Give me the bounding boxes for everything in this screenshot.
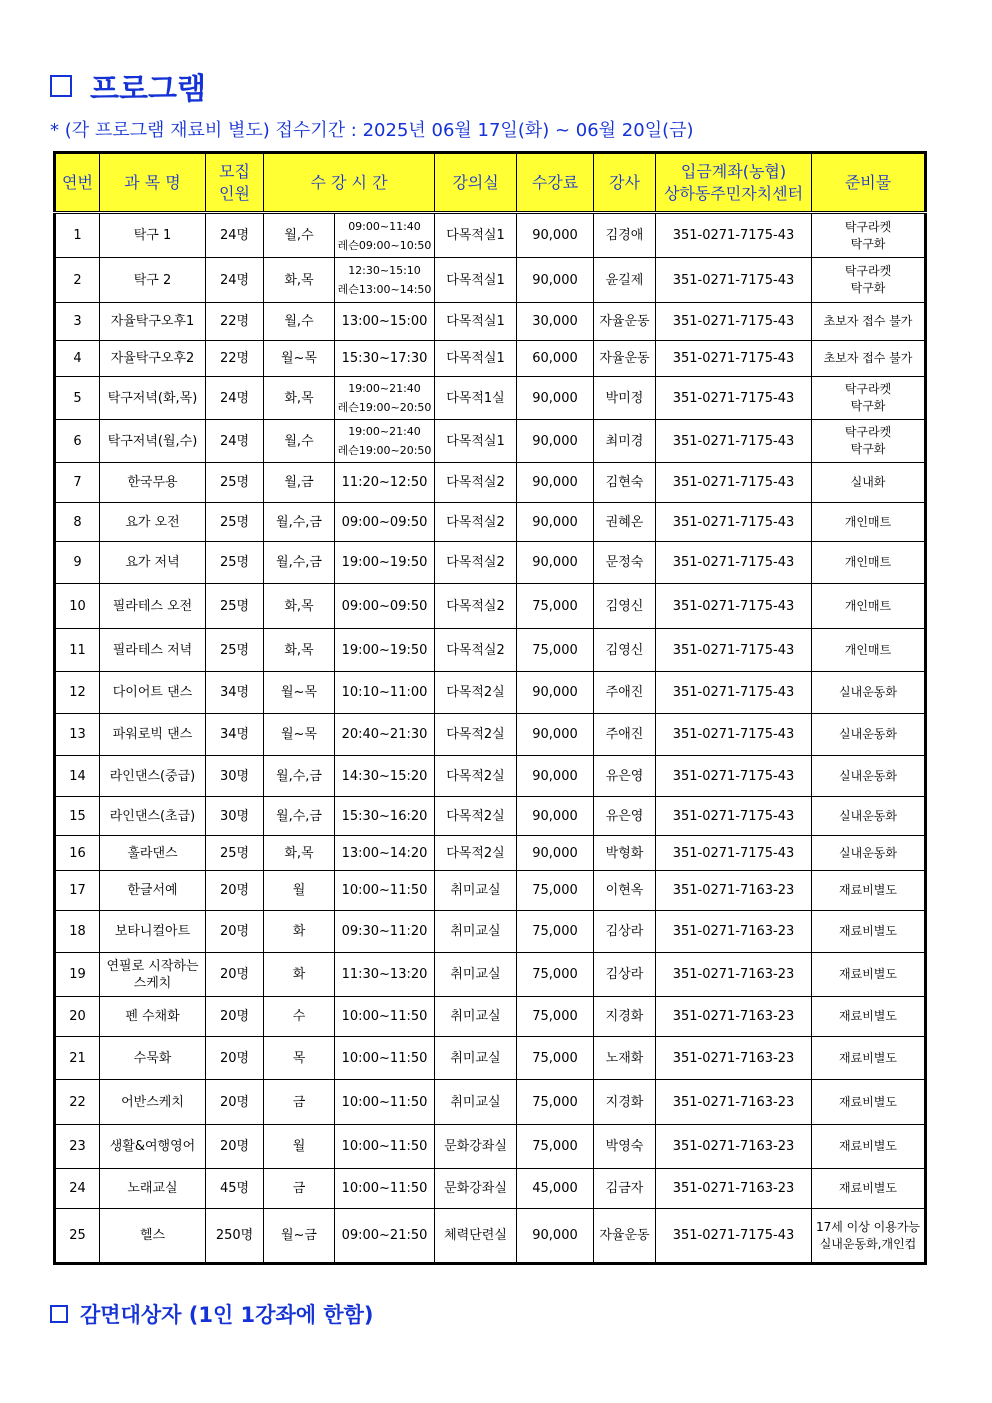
cell-capacity: 30명 bbox=[206, 756, 264, 797]
cell-capacity: 22명 bbox=[206, 303, 264, 341]
cell-room: 다목적2실 bbox=[435, 836, 517, 871]
cell-days: 월,수,금 bbox=[264, 542, 335, 584]
cell-capacity: 24명 bbox=[206, 258, 264, 303]
cell-room: 다목적2실 bbox=[435, 756, 517, 797]
table-row bbox=[55, 911, 926, 953]
cell-fee: 75,000 bbox=[517, 584, 594, 629]
table-row bbox=[55, 714, 926, 756]
cell-teacher: 자율운동 bbox=[594, 341, 656, 377]
cell-subject: 라인댄스(중급) bbox=[100, 756, 206, 797]
cell-subject: 자율탁구오후1 bbox=[100, 303, 206, 341]
cell-fee: 90,000 bbox=[517, 542, 594, 584]
table-row bbox=[55, 1169, 926, 1209]
cell-capacity: 34명 bbox=[206, 672, 264, 714]
cell-days: 화 bbox=[264, 953, 335, 997]
cell-days: 월,수 bbox=[264, 303, 335, 341]
cell-time: 13:00~14:20 bbox=[335, 836, 435, 871]
cell-capacity: 22명 bbox=[206, 341, 264, 377]
cell-account: 351-0271-7175-43 bbox=[656, 836, 812, 871]
cell-time: 14:30~15:20 bbox=[335, 756, 435, 797]
cell-capacity: 20명 bbox=[206, 871, 264, 911]
cell-capacity: 20명 bbox=[206, 1037, 264, 1080]
cell-days: 월~목 bbox=[264, 672, 335, 714]
cell-teacher: 주애진 bbox=[594, 714, 656, 756]
cell-capacity: 25명 bbox=[206, 463, 264, 503]
cell-fee: 90,000 bbox=[517, 377, 594, 420]
section-discount-text: 감면대상자 (1인 1강좌에 한함) bbox=[80, 1303, 374, 1327]
cell-teacher: 김상라 bbox=[594, 911, 656, 953]
cell-room: 문화강좌실 bbox=[435, 1125, 517, 1169]
cell-days: 월,수,금 bbox=[264, 756, 335, 797]
cell-days: 월,수 bbox=[264, 213, 335, 258]
table-row bbox=[55, 629, 926, 672]
cell-teacher: 김금자 bbox=[594, 1169, 656, 1209]
cell-capacity: 30명 bbox=[206, 797, 264, 836]
cell-capacity: 20명 bbox=[206, 953, 264, 997]
cell-days: 수 bbox=[264, 997, 335, 1037]
cell-fee: 75,000 bbox=[517, 953, 594, 997]
cell-account: 351-0271-7175-43 bbox=[656, 303, 812, 341]
cell-no: 18 bbox=[55, 911, 100, 953]
cell-subject: 라인댄스(초급) bbox=[100, 797, 206, 836]
section-discount-title bbox=[50, 1296, 374, 1332]
table-row bbox=[55, 503, 926, 542]
table-row bbox=[55, 213, 926, 258]
cell-time: 13:00~15:00 bbox=[335, 303, 435, 341]
table-row bbox=[55, 871, 926, 911]
cell-fee: 75,000 bbox=[517, 871, 594, 911]
page-title bbox=[50, 64, 206, 108]
cell-teacher: 윤길제 bbox=[594, 258, 656, 303]
cell-capacity: 20명 bbox=[206, 1080, 264, 1125]
cell-days: 화,목 bbox=[264, 258, 335, 303]
cell-teacher: 자율운동 bbox=[594, 1209, 656, 1264]
cell-time: 10:00~11:50 bbox=[335, 1125, 435, 1169]
cell-subject: 한글서예 bbox=[100, 871, 206, 911]
cell-prep: 재료비별도 bbox=[812, 1037, 926, 1080]
cell-time: 09:30~11:20 bbox=[335, 911, 435, 953]
cell-account: 351-0271-7163-23 bbox=[656, 1169, 812, 1209]
cell-capacity: 24명 bbox=[206, 420, 264, 463]
cell-prep: 실내운동화 bbox=[812, 836, 926, 871]
cell-days: 화,목 bbox=[264, 584, 335, 629]
cell-no: 3 bbox=[55, 303, 100, 341]
cell-fee: 45,000 bbox=[517, 1169, 594, 1209]
cell-time: 19:00~19:50 bbox=[335, 629, 435, 672]
cell-subject: 보타니컬아트 bbox=[100, 911, 206, 953]
cell-teacher: 김현숙 bbox=[594, 463, 656, 503]
cell-fee: 75,000 bbox=[517, 1125, 594, 1169]
cell-capacity: 25명 bbox=[206, 542, 264, 584]
cell-capacity: 250명 bbox=[206, 1209, 264, 1264]
header-room: 강의실 bbox=[435, 153, 517, 213]
cell-capacity: 25명 bbox=[206, 584, 264, 629]
cell-room: 다목적실1 bbox=[435, 341, 517, 377]
cell-fee: 75,000 bbox=[517, 629, 594, 672]
header-prep: 준비물 bbox=[812, 153, 926, 213]
cell-teacher: 김영신 bbox=[594, 584, 656, 629]
cell-prep: 탁구라켓 탁구화 bbox=[812, 420, 926, 463]
cell-subject: 어반스케치 bbox=[100, 1080, 206, 1125]
cell-subject: 펜 수채화 bbox=[100, 997, 206, 1037]
cell-teacher: 지경화 bbox=[594, 1080, 656, 1125]
table-row bbox=[55, 672, 926, 714]
cell-subject: 탁구 2 bbox=[100, 258, 206, 303]
cell-no: 4 bbox=[55, 341, 100, 377]
cell-teacher: 김상라 bbox=[594, 953, 656, 997]
cell-subject: 한국무용 bbox=[100, 463, 206, 503]
cell-capacity: 24명 bbox=[206, 213, 264, 258]
header-fee: 수강료 bbox=[517, 153, 594, 213]
cell-no: 17 bbox=[55, 871, 100, 911]
cell-fee: 90,000 bbox=[517, 463, 594, 503]
cell-teacher: 김경애 bbox=[594, 213, 656, 258]
program-table bbox=[53, 151, 927, 1265]
cell-no: 12 bbox=[55, 672, 100, 714]
cell-capacity: 34명 bbox=[206, 714, 264, 756]
cell-days: 화,목 bbox=[264, 836, 335, 871]
cell-account: 351-0271-7175-43 bbox=[656, 629, 812, 672]
cell-time: 10:00~11:50 bbox=[335, 1080, 435, 1125]
cell-account: 351-0271-7163-23 bbox=[656, 953, 812, 997]
cell-no: 15 bbox=[55, 797, 100, 836]
cell-room: 다목적실2 bbox=[435, 542, 517, 584]
cell-account: 351-0271-7163-23 bbox=[656, 1125, 812, 1169]
cell-subject: 자율탁구오후2 bbox=[100, 341, 206, 377]
cell-days: 월~목 bbox=[264, 341, 335, 377]
cell-teacher: 지경화 bbox=[594, 997, 656, 1037]
cell-subject: 요가 오전 bbox=[100, 503, 206, 542]
cell-teacher: 주애진 bbox=[594, 672, 656, 714]
cell-subject: 다이어트 댄스 bbox=[100, 672, 206, 714]
cell-room: 다목적실2 bbox=[435, 463, 517, 503]
cell-time: 15:30~17:30 bbox=[335, 341, 435, 377]
cell-subject: 훌라댄스 bbox=[100, 836, 206, 871]
cell-account: 351-0271-7175-43 bbox=[656, 463, 812, 503]
cell-account: 351-0271-7175-43 bbox=[656, 341, 812, 377]
cell-teacher: 김영신 bbox=[594, 629, 656, 672]
cell-prep: 재료비별도 bbox=[812, 911, 926, 953]
table-row bbox=[55, 463, 926, 503]
cell-teacher: 최미경 bbox=[594, 420, 656, 463]
cell-room: 다목적2실 bbox=[435, 714, 517, 756]
table-row bbox=[55, 836, 926, 871]
cell-prep: 실내운동화 bbox=[812, 756, 926, 797]
cell-fee: 90,000 bbox=[517, 258, 594, 303]
cell-fee: 90,000 bbox=[517, 1209, 594, 1264]
table-row bbox=[55, 997, 926, 1037]
cell-fee: 90,000 bbox=[517, 672, 594, 714]
cell-room: 다목적2실 bbox=[435, 672, 517, 714]
cell-subject: 수묵화 bbox=[100, 1037, 206, 1080]
cell-account: 351-0271-7175-43 bbox=[656, 258, 812, 303]
cell-prep: 재료비별도 bbox=[812, 997, 926, 1037]
cell-account: 351-0271-7175-43 bbox=[656, 420, 812, 463]
cell-room: 체력단련실 bbox=[435, 1209, 517, 1264]
table-row bbox=[55, 756, 926, 797]
cell-time: 11:20~12:50 bbox=[335, 463, 435, 503]
cell-fee: 90,000 bbox=[517, 714, 594, 756]
cell-teacher: 문정숙 bbox=[594, 542, 656, 584]
cell-account: 351-0271-7175-43 bbox=[656, 756, 812, 797]
cell-fee: 75,000 bbox=[517, 1037, 594, 1080]
cell-days: 화,목 bbox=[264, 377, 335, 420]
cell-days: 월,수,금 bbox=[264, 797, 335, 836]
cell-subject: 헬스 bbox=[100, 1209, 206, 1264]
cell-room: 다목적실2 bbox=[435, 629, 517, 672]
cell-prep: 재료비별도 bbox=[812, 1125, 926, 1169]
table-row bbox=[55, 341, 926, 377]
cell-no: 9 bbox=[55, 542, 100, 584]
cell-days: 월~목 bbox=[264, 714, 335, 756]
cell-fee: 75,000 bbox=[517, 1080, 594, 1125]
cell-room: 취미교실 bbox=[435, 997, 517, 1037]
cell-room: 취미교실 bbox=[435, 953, 517, 997]
table-header-row bbox=[55, 153, 926, 213]
cell-room: 다목적2실 bbox=[435, 797, 517, 836]
cell-prep: 탁구라켓 탁구화 bbox=[812, 377, 926, 420]
cell-days: 월 bbox=[264, 1125, 335, 1169]
header-account: 입금계좌(농협) 상하동주민자치센터 bbox=[656, 153, 812, 213]
cell-prep: 탁구라켓 탁구화 bbox=[812, 258, 926, 303]
cell-subject: 탁구 1 bbox=[100, 213, 206, 258]
cell-time: 09:00~11:40 레슨09:00~10:50 bbox=[335, 213, 435, 258]
header-capacity: 모집 인원 bbox=[206, 153, 264, 213]
cell-no: 23 bbox=[55, 1125, 100, 1169]
cell-no: 25 bbox=[55, 1209, 100, 1264]
cell-no: 5 bbox=[55, 377, 100, 420]
cell-fee: 90,000 bbox=[517, 503, 594, 542]
cell-prep: 탁구라켓 탁구화 bbox=[812, 213, 926, 258]
page-title-text: 프로그램 bbox=[90, 72, 206, 107]
cell-time: 09:00~09:50 bbox=[335, 584, 435, 629]
cell-no: 20 bbox=[55, 997, 100, 1037]
cell-teacher: 이현옥 bbox=[594, 871, 656, 911]
cell-room: 문화강좌실 bbox=[435, 1169, 517, 1209]
cell-no: 8 bbox=[55, 503, 100, 542]
cell-days: 월,수 bbox=[264, 420, 335, 463]
cell-fee: 75,000 bbox=[517, 997, 594, 1037]
cell-teacher: 노재화 bbox=[594, 1037, 656, 1080]
cell-prep: 개인매트 bbox=[812, 629, 926, 672]
cell-days: 화 bbox=[264, 911, 335, 953]
cell-capacity: 24명 bbox=[206, 377, 264, 420]
cell-fee: 90,000 bbox=[517, 213, 594, 258]
cell-prep: 실내운동화 bbox=[812, 672, 926, 714]
cell-prep: 17세 이상 이용가능 실내운동화,개인컵 bbox=[812, 1209, 926, 1264]
cell-account: 351-0271-7175-43 bbox=[656, 797, 812, 836]
cell-time: 10:00~11:50 bbox=[335, 1037, 435, 1080]
table-row bbox=[55, 420, 926, 463]
cell-time: 10:10~11:00 bbox=[335, 672, 435, 714]
registration-period: * (각 프로그램 재료비 별도) 접수기간 : 2025년 06월 17일(화) ~ 06월 20일(금) bbox=[50, 120, 694, 141]
cell-fee: 75,000 bbox=[517, 911, 594, 953]
cell-no: 13 bbox=[55, 714, 100, 756]
cell-account: 351-0271-7175-43 bbox=[656, 584, 812, 629]
header-teacher: 강사 bbox=[594, 153, 656, 213]
cell-time: 10:00~11:50 bbox=[335, 871, 435, 911]
cell-time: 10:00~11:50 bbox=[335, 1169, 435, 1209]
table-row bbox=[55, 797, 926, 836]
cell-account: 351-0271-7175-43 bbox=[656, 672, 812, 714]
cell-prep: 실내운동화 bbox=[812, 797, 926, 836]
table-row bbox=[55, 1209, 926, 1264]
cell-capacity: 25명 bbox=[206, 503, 264, 542]
cell-fee: 30,000 bbox=[517, 303, 594, 341]
cell-room: 다목적실1 bbox=[435, 213, 517, 258]
cell-no: 16 bbox=[55, 836, 100, 871]
cell-no: 11 bbox=[55, 629, 100, 672]
cell-days: 월,금 bbox=[264, 463, 335, 503]
cell-account: 351-0271-7163-23 bbox=[656, 871, 812, 911]
cell-no: 14 bbox=[55, 756, 100, 797]
cell-room: 취미교실 bbox=[435, 1080, 517, 1125]
cell-teacher: 박형화 bbox=[594, 836, 656, 871]
cell-teacher: 자율운동 bbox=[594, 303, 656, 341]
checkbox-square-icon bbox=[50, 1305, 68, 1323]
cell-prep: 실내운동화 bbox=[812, 714, 926, 756]
cell-account: 351-0271-7163-23 bbox=[656, 997, 812, 1037]
cell-days: 월 bbox=[264, 871, 335, 911]
cell-subject: 연필로 시작하는 스케치 bbox=[100, 953, 206, 997]
checkbox-square-icon bbox=[50, 75, 72, 97]
cell-capacity: 25명 bbox=[206, 629, 264, 672]
cell-no: 6 bbox=[55, 420, 100, 463]
cell-days: 화,목 bbox=[264, 629, 335, 672]
cell-fee: 90,000 bbox=[517, 836, 594, 871]
cell-prep: 개인매트 bbox=[812, 503, 926, 542]
table-row bbox=[55, 377, 926, 420]
cell-teacher: 권혜온 bbox=[594, 503, 656, 542]
cell-room: 다목적실1 bbox=[435, 420, 517, 463]
cell-account: 351-0271-7175-43 bbox=[656, 377, 812, 420]
cell-account: 351-0271-7175-43 bbox=[656, 503, 812, 542]
cell-time: 10:00~11:50 bbox=[335, 997, 435, 1037]
cell-prep: 초보자 접수 불가 bbox=[812, 303, 926, 341]
cell-account: 351-0271-7175-43 bbox=[656, 1209, 812, 1264]
cell-room: 다목적1실 bbox=[435, 377, 517, 420]
cell-capacity: 45명 bbox=[206, 1169, 264, 1209]
cell-account: 351-0271-7175-43 bbox=[656, 213, 812, 258]
cell-time: 20:40~21:30 bbox=[335, 714, 435, 756]
cell-fee: 90,000 bbox=[517, 756, 594, 797]
table-row bbox=[55, 953, 926, 997]
cell-no: 22 bbox=[55, 1080, 100, 1125]
cell-days: 금 bbox=[264, 1080, 335, 1125]
cell-no: 21 bbox=[55, 1037, 100, 1080]
cell-room: 다목적실1 bbox=[435, 303, 517, 341]
cell-subject: 파워로빅 댄스 bbox=[100, 714, 206, 756]
cell-capacity: 25명 bbox=[206, 836, 264, 871]
cell-fee: 90,000 bbox=[517, 797, 594, 836]
cell-room: 취미교실 bbox=[435, 871, 517, 911]
cell-prep: 재료비별도 bbox=[812, 1080, 926, 1125]
cell-prep: 실내화 bbox=[812, 463, 926, 503]
header-no: 연번 bbox=[55, 153, 100, 213]
cell-prep: 재료비별도 bbox=[812, 871, 926, 911]
header-subject: 과 목 명 bbox=[100, 153, 206, 213]
cell-subject: 필라테스 오전 bbox=[100, 584, 206, 629]
cell-no: 10 bbox=[55, 584, 100, 629]
table-row bbox=[55, 542, 926, 584]
cell-subject: 생활&여행영어 bbox=[100, 1125, 206, 1169]
cell-account: 351-0271-7163-23 bbox=[656, 911, 812, 953]
cell-time: 09:00~09:50 bbox=[335, 503, 435, 542]
table-row bbox=[55, 584, 926, 629]
cell-fee: 60,000 bbox=[517, 341, 594, 377]
cell-account: 351-0271-7163-23 bbox=[656, 1080, 812, 1125]
cell-days: 월,수,금 bbox=[264, 503, 335, 542]
table-row bbox=[55, 1080, 926, 1125]
table-row bbox=[55, 258, 926, 303]
cell-room: 다목적실2 bbox=[435, 503, 517, 542]
cell-no: 19 bbox=[55, 953, 100, 997]
cell-days: 월~금 bbox=[264, 1209, 335, 1264]
table-row bbox=[55, 1037, 926, 1080]
cell-capacity: 20명 bbox=[206, 911, 264, 953]
cell-no: 2 bbox=[55, 258, 100, 303]
header-time: 수 강 시 간 bbox=[264, 153, 435, 213]
table-row bbox=[55, 1125, 926, 1169]
cell-prep: 개인매트 bbox=[812, 584, 926, 629]
cell-teacher: 박영숙 bbox=[594, 1125, 656, 1169]
cell-no: 1 bbox=[55, 213, 100, 258]
cell-no: 7 bbox=[55, 463, 100, 503]
cell-time: 19:00~21:40 레슨19:00~20:50 bbox=[335, 420, 435, 463]
cell-room: 다목적실1 bbox=[435, 258, 517, 303]
cell-time: 12:30~15:10 레슨13:00~14:50 bbox=[335, 258, 435, 303]
cell-days: 목 bbox=[264, 1037, 335, 1080]
cell-room: 다목적실2 bbox=[435, 584, 517, 629]
cell-subject: 요가 저녁 bbox=[100, 542, 206, 584]
cell-fee: 90,000 bbox=[517, 420, 594, 463]
cell-subject: 노래교실 bbox=[100, 1169, 206, 1209]
cell-subject: 필라테스 저녁 bbox=[100, 629, 206, 672]
cell-prep: 재료비별도 bbox=[812, 953, 926, 997]
cell-subject: 탁구저녁(월,수) bbox=[100, 420, 206, 463]
cell-room: 취미교실 bbox=[435, 911, 517, 953]
cell-prep: 재료비별도 bbox=[812, 1169, 926, 1209]
cell-capacity: 20명 bbox=[206, 1125, 264, 1169]
cell-account: 351-0271-7175-43 bbox=[656, 542, 812, 584]
cell-teacher: 유은영 bbox=[594, 797, 656, 836]
cell-time: 09:00~21:50 bbox=[335, 1209, 435, 1264]
cell-time: 19:00~19:50 bbox=[335, 542, 435, 584]
cell-time: 19:00~21:40 레슨19:00~20:50 bbox=[335, 377, 435, 420]
cell-room: 취미교실 bbox=[435, 1037, 517, 1080]
cell-prep: 개인매트 bbox=[812, 542, 926, 584]
cell-subject: 탁구저녁(화,목) bbox=[100, 377, 206, 420]
cell-capacity: 20명 bbox=[206, 997, 264, 1037]
table-row bbox=[55, 303, 926, 341]
cell-prep: 초보자 접수 불가 bbox=[812, 341, 926, 377]
cell-days: 금 bbox=[264, 1169, 335, 1209]
cell-time: 11:30~13:20 bbox=[335, 953, 435, 997]
cell-time: 15:30~16:20 bbox=[335, 797, 435, 836]
cell-no: 24 bbox=[55, 1169, 100, 1209]
cell-account: 351-0271-7163-23 bbox=[656, 1037, 812, 1080]
cell-teacher: 박미정 bbox=[594, 377, 656, 420]
cell-account: 351-0271-7175-43 bbox=[656, 714, 812, 756]
cell-teacher: 유은영 bbox=[594, 756, 656, 797]
